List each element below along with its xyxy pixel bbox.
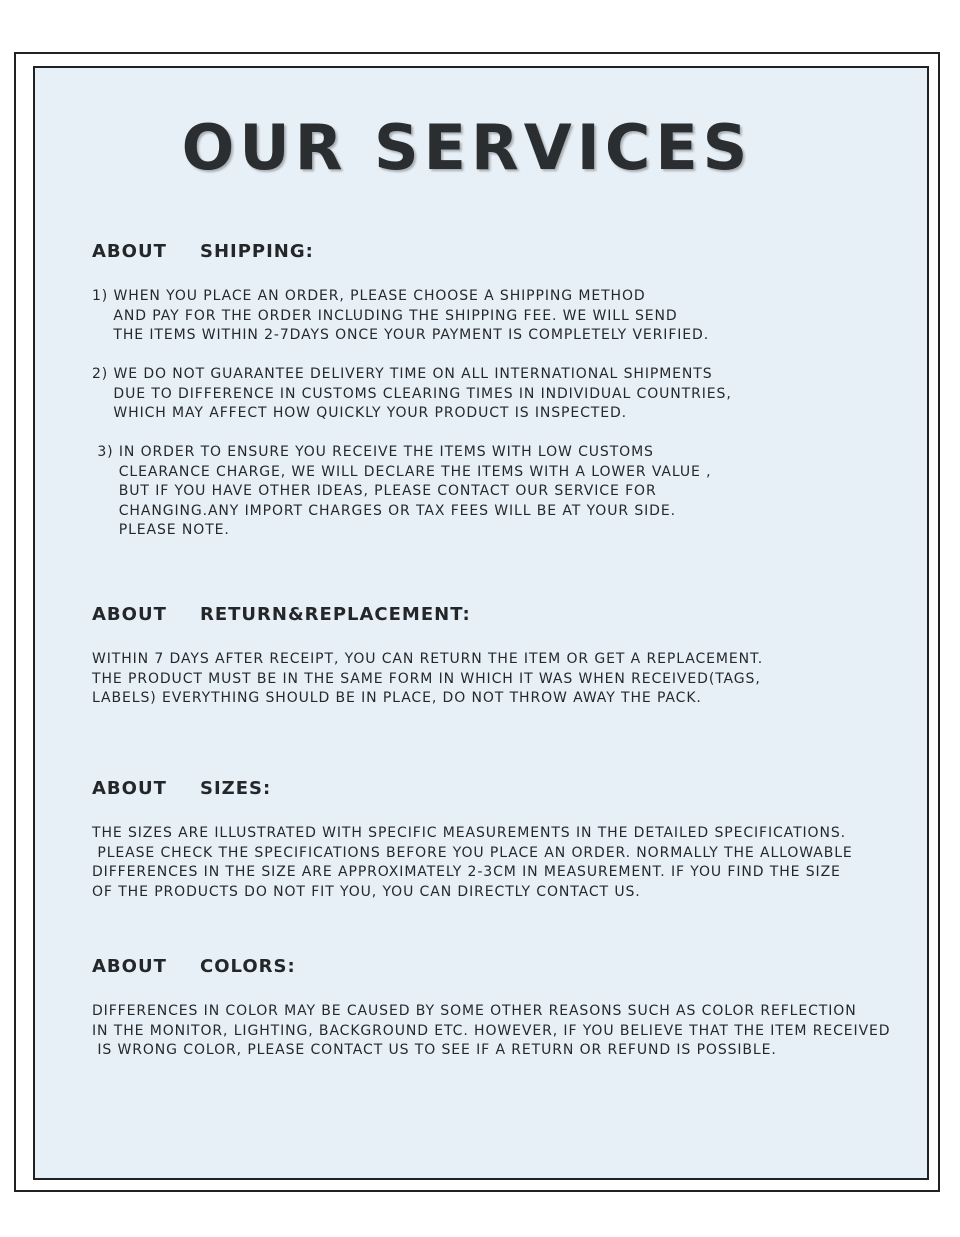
section-heading-colors	[92, 956, 296, 978]
shipping-paragraph-3: 3) IN ORDER TO ENSURE YOU RECEIVE THE ITEMS WITH LOW CUSTOMS CLEARANCE CHARGE, WE WILL DECLARE THE ITEMS WITH A LOWER VALUE , BUT IF YOU HAVE OTHER IDEAS, PLEASE CONTACT OUR SERVICE FOR CHANGING.ANY IMPORT CHARGES OR TAX FEES WILL BE AT YOUR SIDE. PLEASE NOTE.	[97, 444, 712, 539]
page-title: OUR SERVICES	[181, 111, 753, 184]
heading-about-label: ABOUT	[92, 241, 167, 262]
heading-about-label: ABOUT	[92, 778, 167, 799]
heading-topic: RETURN&REPLACEMENT:	[200, 604, 471, 625]
return-paragraph: WITHIN 7 DAYS AFTER RECEIPT, YOU CAN RETURN THE ITEM OR GET A REPLACEMENT. THE PRODUCT MUST BE IN THE SAME FORM IN WHICH IT WAS WHEN RECEIVED(TAGS, LABELS) EVERYTHING SHOULD BE IN PLACE, DO NOT THROW AWAY THE PACK.	[92, 651, 764, 707]
section-heading-return	[92, 604, 471, 626]
section-heading-sizes	[92, 778, 271, 800]
sizes-paragraph: THE SIZES ARE ILLUSTRATED WITH SPECIFIC MEASUREMENTS IN THE DETAILED SPECIFICATIONS. PLEASE CHECK THE SPECIFICATIONS BEFORE YOU PLACE AN ORDER. NORMALLY THE ALLOWABLE DIFFERENCES IN THE SIZE ARE APPROXIMATELY 2-3CM IN MEASUREMENT. IF YOU FIND THE SIZE OF THE PRODUCTS DO NOT FIT YOU, YOU CAN DIRECTLY CONTACT US.	[92, 825, 853, 900]
colors-paragraph: DIFFERENCES IN COLOR MAY BE CAUSED BY SOME OTHER REASONS SUCH AS COLOR REFLECTION IN THE MONITOR, LIGHTING, BACKGROUND ETC. HOWEVER, IF YOU BELIEVE THAT THE ITEM RECEIVED IS WRONG COLOR, PLEASE CONTACT US TO SEE IF A RETURN OR REFUND IS POSSIBLE.	[92, 1003, 891, 1059]
heading-about-label: ABOUT	[92, 604, 167, 625]
heading-about-label: ABOUT	[92, 956, 167, 977]
heading-topic: SHIPPING:	[200, 241, 314, 262]
shipping-paragraph-2: 2) WE DO NOT GUARANTEE DELIVERY TIME ON ALL INTERNATIONAL SHIPMENTS DUE TO DIFFERENCE IN CUSTOMS CLEARING TIMES IN INDIVIDUAL COUNTRIES, WHICH MAY AFFECT HOW QUICKLY YOUR PRODUCT IS INSPECTED.	[92, 366, 732, 422]
section-heading-shipping	[92, 241, 314, 263]
shipping-paragraph-1: 1) WHEN YOU PLACE AN ORDER, PLEASE CHOOSE A SHIPPING METHOD AND PAY FOR THE ORDER INCLUDING THE SHIPPING FEE. WE WILL SEND THE ITEMS WITHIN 2-7DAYS ONCE YOUR PAYMENT IS COMPLETELY VERIFIED.	[92, 288, 710, 344]
heading-topic: COLORS:	[200, 956, 296, 977]
heading-topic: SIZES:	[200, 778, 272, 799]
